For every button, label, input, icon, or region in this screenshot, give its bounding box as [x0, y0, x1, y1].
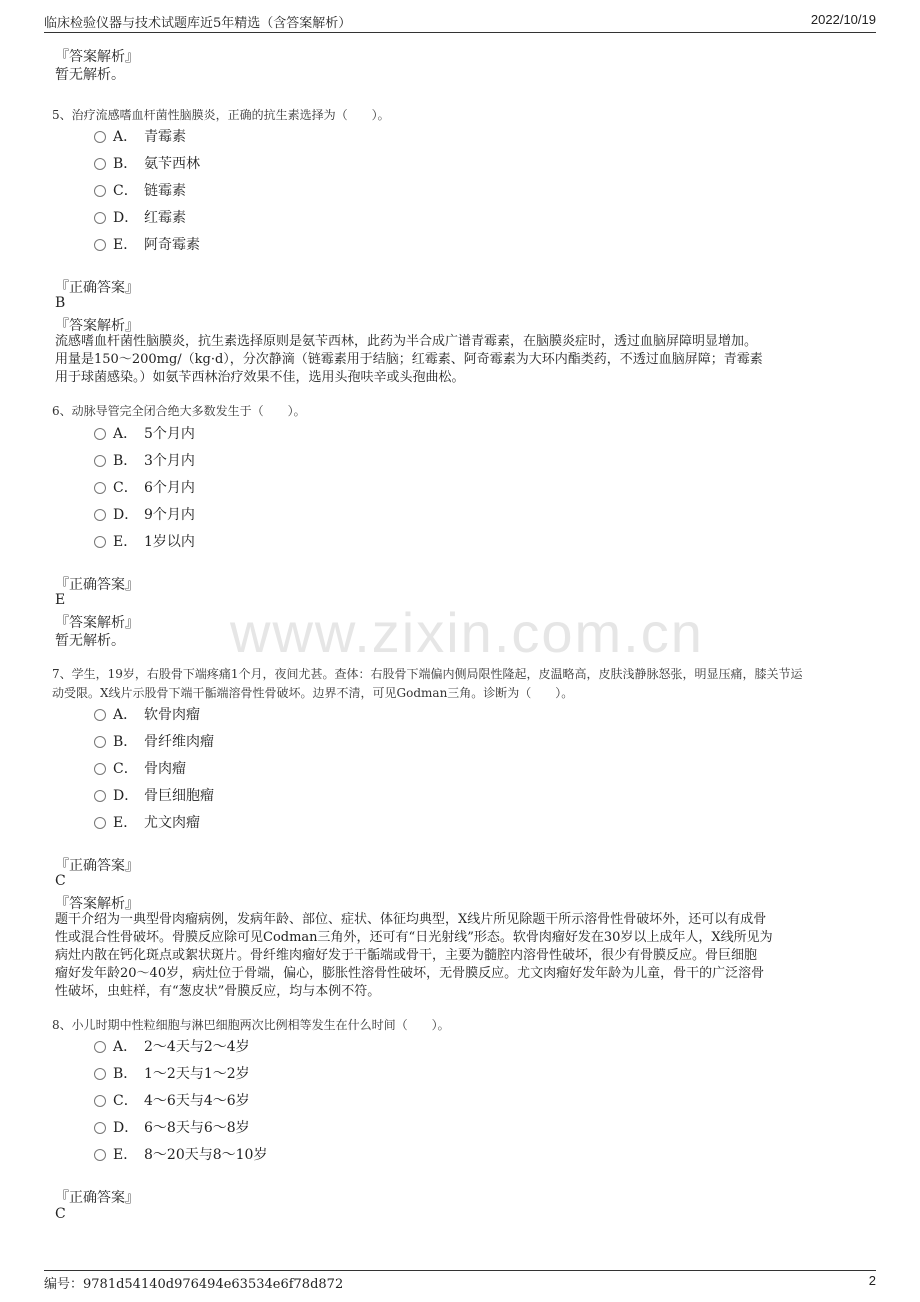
- correct-answer-label: 『正确答案』: [55, 577, 139, 593]
- radio-icon[interactable]: [94, 185, 106, 197]
- analysis-text: 暂无解析。: [55, 67, 125, 83]
- watermark: www.zixin.com.cn: [230, 601, 704, 664]
- radio-icon[interactable]: [94, 509, 106, 521]
- option-e[interactable]: E． 阿奇霉素: [94, 235, 394, 255]
- correct-answer-label: 『正确答案』: [55, 858, 139, 874]
- radio-icon[interactable]: [94, 428, 106, 440]
- option-a[interactable]: A． 2～4天与2～4岁: [94, 1037, 394, 1057]
- radio-icon[interactable]: [94, 131, 106, 143]
- question-8: 8、小儿时期中性粒细胞与淋巴细胞两次比例相等发生在什么时间（ ）。: [52, 1018, 450, 1032]
- analysis-text: 暂无解析。: [55, 633, 125, 649]
- analysis-line: 用量是150～200mg/（kg·d），分次静滴（链霉素用于结脑；红霉素、阿奇霉素为大环内酯类药，不透过血脑屏障；青霉素: [55, 352, 763, 367]
- radio-icon[interactable]: [94, 1095, 106, 1107]
- radio-icon[interactable]: [94, 1068, 106, 1080]
- option-d[interactable]: D． 骨巨细胞瘤: [94, 786, 394, 806]
- page-footer: [44, 1270, 876, 1291]
- question-5: 5、治疗流感嗜血杆菌性脑膜炎，正确的抗生素选择为（ ）。: [52, 108, 390, 122]
- option-a[interactable]: A． 青霉素: [94, 127, 394, 147]
- radio-icon[interactable]: [94, 158, 106, 170]
- radio-icon[interactable]: [94, 1122, 106, 1134]
- correct-answer: C: [55, 1206, 66, 1222]
- option-c[interactable]: C． 骨肉瘤: [94, 759, 394, 779]
- correct-answer: E: [55, 592, 66, 608]
- page-number: 2: [868, 1273, 876, 1288]
- radio-icon[interactable]: [94, 1041, 106, 1053]
- radio-icon[interactable]: [94, 709, 106, 721]
- radio-icon[interactable]: [94, 455, 106, 467]
- option-b[interactable]: B． 3个月内: [94, 451, 394, 471]
- question-6: 6、动脉导管完全闭合绝大多数发生于（ ）。: [52, 404, 306, 418]
- correct-answer-label: 『正确答案』: [55, 280, 139, 296]
- radio-icon[interactable]: [94, 1149, 106, 1161]
- option-b[interactable]: B． 1～2天与1～2岁: [94, 1064, 394, 1084]
- page-header: [44, 10, 876, 33]
- correct-answer-label: 『正确答案』: [55, 1190, 139, 1206]
- radio-icon[interactable]: [94, 817, 106, 829]
- option-b[interactable]: B． 氨苄西林: [94, 154, 394, 174]
- analysis-label: 『答案解析』: [55, 615, 139, 631]
- document-title: 临床检验仪器与技术试题库近5年精选（含答案解析）: [44, 16, 352, 31]
- option-a[interactable]: A． 软骨肉瘤: [94, 705, 394, 725]
- option-d[interactable]: D． 6～8天与6～8岁: [94, 1118, 394, 1138]
- analysis-line: 瘤好发年龄20～40岁，病灶位于骨端，偏心，膨胀性溶骨性破坏，无骨膜反应。尤文肉瘤好发年龄为儿童，骨干的广泛溶骨: [55, 966, 765, 981]
- option-d[interactable]: D． 红霉素: [94, 208, 394, 228]
- radio-icon[interactable]: [94, 790, 106, 802]
- analysis-line: 题干介绍为一典型骨肉瘤病例，发病年龄、部位、症状、体征均典型，X线片所见除题干所示溶骨性骨破坏外，还可以有成骨: [55, 912, 767, 927]
- option-e[interactable]: E． 尤文肉瘤: [94, 813, 394, 833]
- option-d[interactable]: D． 9个月内: [94, 505, 394, 525]
- radio-icon[interactable]: [94, 536, 106, 548]
- option-a[interactable]: A． 5个月内: [94, 424, 394, 444]
- radio-icon[interactable]: [94, 736, 106, 748]
- radio-icon[interactable]: [94, 212, 106, 224]
- analysis-line: 用于球菌感染。）如氨苄西林治疗效果不佳，选用头孢呋辛或头孢曲松。: [55, 370, 465, 385]
- analysis-line: 病灶内散在钙化斑点或絮状斑片。骨纤维肉瘤好发于干骺端或骨干，主要为髓腔内溶骨性破坏，很少有骨膜反应。骨巨细胞: [55, 948, 758, 963]
- document-date: 2022/10/19: [810, 12, 876, 27]
- correct-answer: B: [55, 295, 66, 311]
- option-e[interactable]: E． 1岁以内: [94, 532, 394, 552]
- analysis-label: 『答案解析』: [55, 318, 139, 334]
- question-7-line: 7、学生，19岁，右股骨下端疼痛1个月，夜间尤甚。查体：右股骨下端偏内侧局限性隆起，皮温略高，皮肤浅静脉怒张，明显压痛，膝关节运: [52, 667, 803, 681]
- analysis-line: 流感嗜血杆菌性脑膜炎，抗生素选择原则是氨苄西林，此药为半合成广谱青霉素，在脑膜炎症时，透过血脑屏障明显增加。: [55, 334, 758, 349]
- option-b[interactable]: B． 骨纤维肉瘤: [94, 732, 394, 752]
- analysis-label: 『答案解析』: [55, 896, 139, 912]
- radio-icon[interactable]: [94, 763, 106, 775]
- analysis-line: 性或混合性骨破坏。骨膜反应除可见Codman三角外，还可有“日光射线”形态。软骨肉瘤好发在30岁以上成年人，X线所见为: [55, 930, 773, 945]
- radio-icon[interactable]: [94, 482, 106, 494]
- question-7-line: 动受限。X线片示股骨下端干骺端溶骨性骨破坏。边界不清，可见Godman三角。诊断为（ ）。: [52, 686, 574, 700]
- correct-answer: C: [55, 873, 66, 889]
- radio-icon[interactable]: [94, 239, 106, 251]
- analysis-label: 『答案解析』: [55, 49, 139, 65]
- option-c[interactable]: C． 链霉素: [94, 181, 394, 201]
- document-id: 编号：9781d54140d976494e63534e6f78d872: [44, 1277, 344, 1292]
- option-c[interactable]: C． 6个月内: [94, 478, 394, 498]
- option-e[interactable]: E． 8～20天与8～10岁: [94, 1145, 394, 1165]
- analysis-line: 性破坏，虫蛀样，有“葱皮状”骨膜反应，均与本例不符。: [55, 984, 381, 999]
- option-c[interactable]: C． 4～6天与4～6岁: [94, 1091, 394, 1111]
